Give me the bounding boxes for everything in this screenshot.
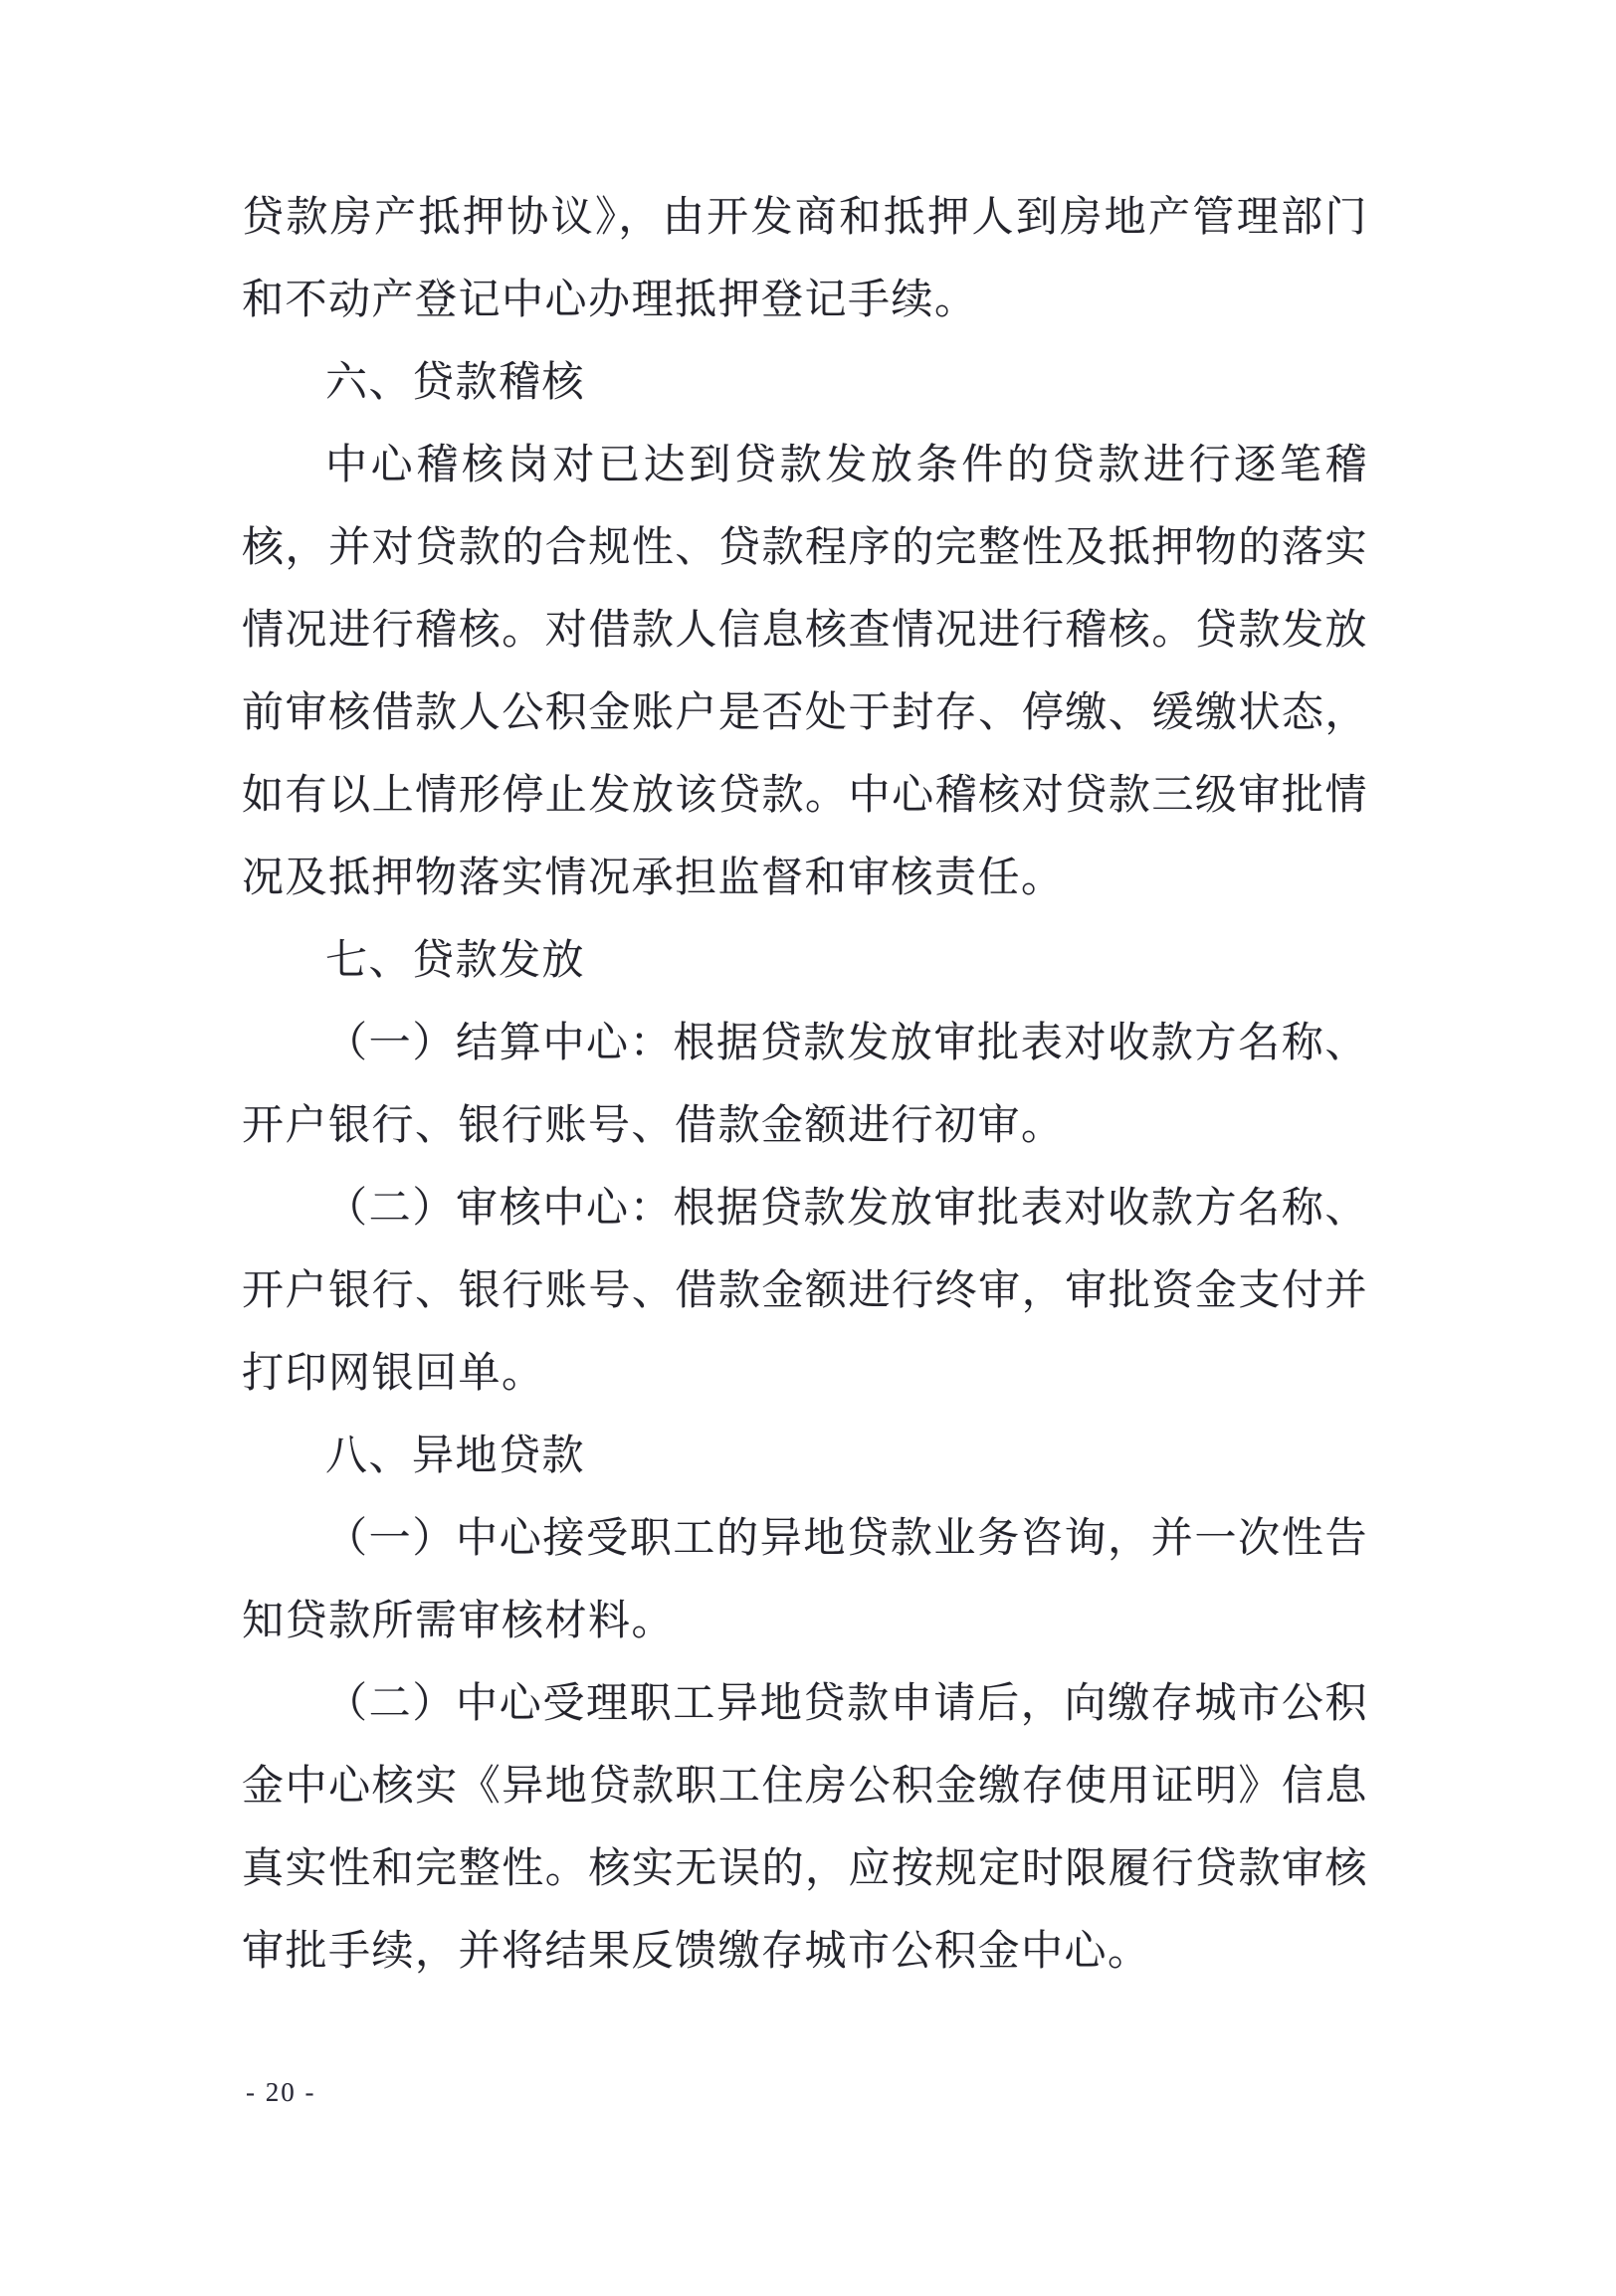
heading-section-7-loan-disbursement: 七、贷款发放 [325, 938, 586, 984]
document-body [242, 177, 1368, 1994]
paragraph-remote-loan-processing: （二）中心受理职工异地贷款申请后，向缴存城市公积金中心核实《异地贷款职工住房公积金缴存使用证明》信息真实性和完整性。核实无误的，应按规定时限履行贷款审核审批手续，并将结果反馈缴存城市公积金中心。 [242, 1681, 1368, 1975]
paragraph-mortgage-registration: 贷款房产抵押协议》，由开发商和抵押人到房地产管理部门和不动产登记中心办理抵押登记手续。 [242, 195, 1368, 323]
page-number: - 20 - [246, 2077, 316, 2107]
paragraph-loan-audit-detail: 中心稽核岗对已达到贷款发放条件的贷款进行逐笔稽核，并对贷款的合规性、贷款程序的完整性及抵押物的落实情况进行稽核。对借款人信息核查情况进行稽核。贷款发放前审核借款人公积金账户是否处于封存、停缴、缓缴状态，如有以上情形停止发放该贷款。中心稽核对贷款三级审批情况及抵押物落实情况承担监督和审核责任。 [242, 443, 1368, 901]
heading-section-8-remote-loan: 八、异地贷款 [325, 1434, 586, 1479]
paragraph-remote-loan-consultation: （一）中心接受职工的异地贷款业务咨询，并一次性告知贷款所需审核材料。 [242, 1516, 1368, 1644]
paragraph-review-center-final-review: （二）审核中心：根据贷款发放审批表对收款方名称、开户银行、银行账号、借款金额进行终审，审批资金支付并打印网银回单。 [242, 1186, 1368, 1397]
heading-section-6-loan-audit: 六、贷款稽核 [325, 360, 586, 406]
paragraph-settlement-center-initial-review: （一）结算中心：根据贷款发放审批表对收款方名称、开户银行、银行账号、借款金额进行初审。 [242, 1021, 1368, 1149]
